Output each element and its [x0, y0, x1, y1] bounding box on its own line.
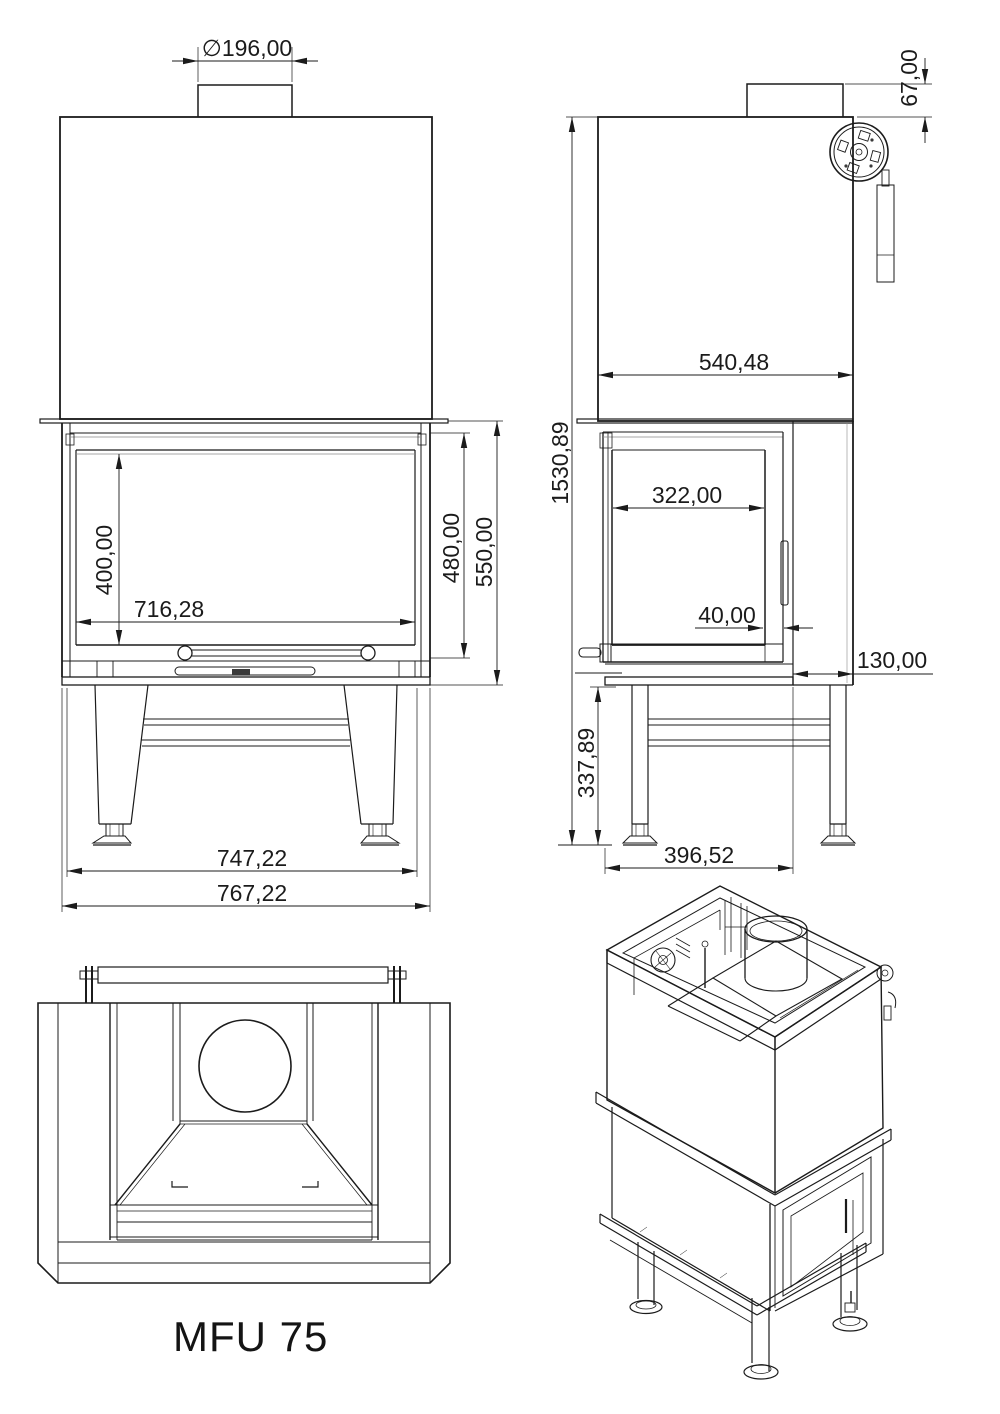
top-front-rail: [80, 966, 406, 1003]
side-fan-bracket: [877, 170, 894, 282]
iso-flue-pipe: [745, 916, 807, 942]
front-stand-legs: [93, 685, 399, 845]
top-view: [38, 966, 450, 1283]
front-dim-overall-width: [62, 688, 430, 912]
iso-view: [596, 886, 896, 1379]
dim-overall-width-label: 767,22: [216, 880, 288, 906]
front-right-foot: [361, 824, 399, 845]
side-dim-stand-depth: [605, 687, 793, 874]
side-body: [577, 84, 853, 685]
top-hood-slope: [110, 1121, 378, 1211]
dim-stand-width-label: 747,22: [216, 845, 288, 871]
front-left-foot: [93, 824, 131, 845]
dim-stand-height-label: 337,89: [573, 727, 599, 799]
side-front-foot: [623, 824, 657, 845]
side-door: [575, 432, 793, 685]
dim-overall-height-label: 1530,89: [547, 421, 573, 505]
front-hood: [40, 85, 448, 423]
top-outline: [38, 1003, 450, 1283]
iso-top-rim: [607, 886, 881, 1050]
front-dim-glass-height: [91, 454, 119, 645]
top-floor-marks: [58, 1181, 430, 1242]
front-door-handle: [178, 646, 375, 660]
dim-rear-depth-label: 130,00: [856, 647, 928, 673]
dim-flue-diameter-label: ∅196,00: [201, 35, 293, 61]
side-stand-legs: [558, 685, 855, 845]
side-flue-collar: [747, 84, 843, 117]
iso-legs: [630, 1200, 867, 1379]
front-view: [40, 35, 503, 912]
dim-collar-height-label: 67,00: [896, 49, 922, 107]
dim-door-thickness-label: 40,00: [698, 602, 756, 628]
dim-glass-height-label: 400,00: [91, 524, 117, 596]
front-dim-door-height: [430, 433, 470, 658]
model-title: MFU 75: [173, 1313, 329, 1360]
side-door-handle: [781, 541, 788, 605]
iso-base-rails: [600, 1214, 866, 1323]
side-dim-rear-depth: [793, 647, 933, 674]
side-air-lever: [579, 644, 611, 662]
drawer-latch: [232, 669, 250, 675]
front-firebox: [62, 423, 430, 677]
dim-glass-width-label: 716,28: [133, 596, 205, 622]
side-view: [547, 49, 933, 874]
side-dim-stand-height: [573, 687, 616, 845]
front-dim-stand-width: [67, 688, 417, 877]
side-base-plate: [605, 677, 793, 685]
side-rear-foot: [821, 824, 855, 845]
dim-door-height-label: 480,00: [438, 512, 464, 584]
dim-firebox-height-label: 550,00: [471, 516, 497, 588]
side-dim-door-thickness: [695, 602, 813, 628]
side-fan: [830, 123, 888, 181]
front-base-plate: [62, 677, 430, 685]
dim-body-depth-label: 540,48: [698, 349, 770, 375]
dim-stand-depth-label: 396,52: [663, 842, 735, 868]
side-dim-collar-height: [845, 49, 932, 143]
side-dim-body-depth: [598, 349, 853, 375]
side-dim-glass-width: [613, 482, 764, 508]
front-dim-glass-width: [76, 596, 415, 622]
top-flue-hole: [199, 1020, 291, 1112]
front-dim-flue-diameter: [172, 35, 318, 82]
front-flue-collar: [198, 85, 292, 117]
iso-panels: [596, 950, 891, 1206]
dim-side-glass-width-label: 322,00: [651, 482, 723, 508]
front-ash-drawer: [62, 661, 430, 685]
